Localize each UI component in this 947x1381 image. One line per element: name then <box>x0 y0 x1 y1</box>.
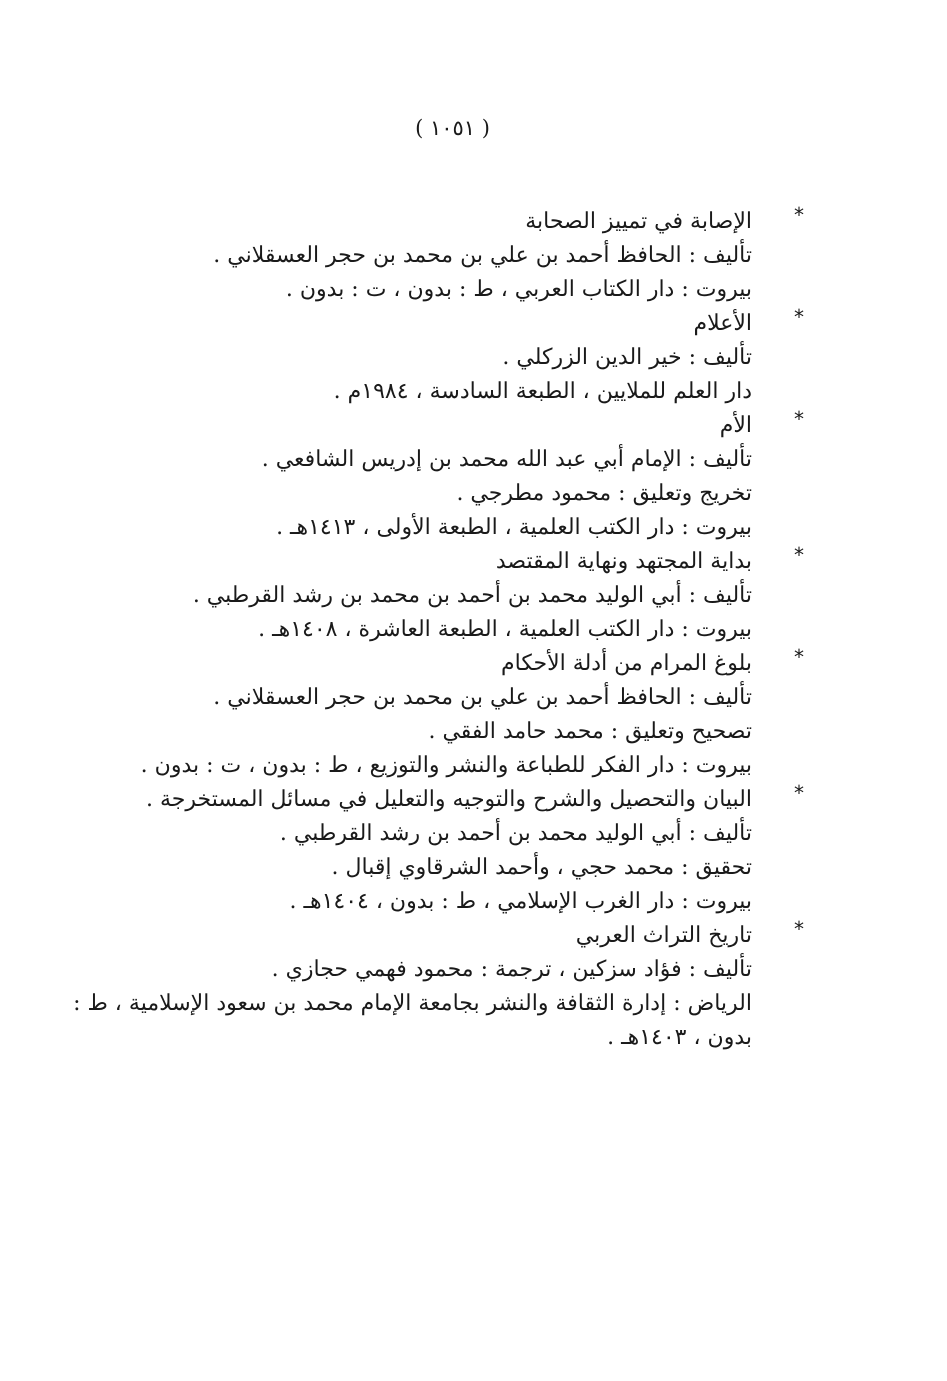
bibliography-entry <box>112 305 804 409</box>
entry-marker: * <box>794 203 804 227</box>
entry-line: بيروت : دار الكتب العلمية ، الطبعة الأولى ، ١٤١٣هـ . <box>276 515 752 540</box>
entry-title: البيان والتحصيل والشرح والتوجيه والتعليل في مسائل المستخرجة . <box>146 787 752 812</box>
entry-marker: * <box>794 543 804 567</box>
entry-line: تأليف : أبي الوليد محمد بن أحمد بن رشد القرطبي . <box>279 821 752 846</box>
entry-line: بيروت : دار الغرب الإسلامي ، ط : بدون ، ١٤٠٤هـ . <box>289 889 752 914</box>
entry-line: تخريج وتعليق : محمود مطرجي . <box>456 481 752 506</box>
bibliography-entry <box>112 645 804 783</box>
entry-title: بداية المجتهد ونهاية المقتصد <box>495 549 752 574</box>
entry-title: تاريخ التراث العربي <box>575 923 752 948</box>
entry-line: تأليف : الحافظ أحمد بن علي بن محمد بن حجر العسقلاني . <box>213 243 752 268</box>
bibliography-list <box>73 203 804 1055</box>
entry-marker: * <box>794 917 804 941</box>
entry-marker: * <box>794 645 804 669</box>
page-number: ( ١٠٥١ ) <box>415 116 490 140</box>
entry-marker: * <box>794 305 804 329</box>
bibliography-entry <box>112 407 804 545</box>
entry-line: الرياض : إدارة الثقافة والنشر بجامعة الإمام محمد بن سعود الإسلامية ، ط : <box>73 991 752 1016</box>
entry-line: تصحيح وتعليق : محمد حامد الفقي . <box>428 719 752 744</box>
entry-line: تحقيق : محمد حجي ، وأحمد الشرقاوي إقبال . <box>331 855 752 880</box>
bibliography-entry <box>112 203 804 307</box>
entry-line: تأليف : أبي الوليد محمد بن أحمد بن محمد بن رشد القرطبي . <box>192 583 752 608</box>
entry-line: تأليف : فؤاد سزكين ، ترجمة : محمود فهمي حجازي . <box>271 957 752 982</box>
entry-line: تأليف : الإمام أبي عبد الله محمد بن إدريس الشافعي . <box>261 447 752 472</box>
entry-title: الإصابة في تمييز الصحابة <box>525 209 752 234</box>
entry-title: بلوغ المرام من أدلة الأحكام <box>501 651 752 676</box>
entry-marker: * <box>794 781 804 805</box>
entry-marker: * <box>794 407 804 431</box>
bibliography-entry <box>112 781 804 919</box>
entry-line: تأليف : خير الدين الزركلي . <box>502 345 752 370</box>
entry-line: دار العلم للملايين ، الطبعة السادسة ، ١٩٨٤م . <box>333 379 752 404</box>
entry-line: بيروت : دار الكتاب العربي ، ط : بدون ، ت : بدون . <box>285 277 752 302</box>
entry-line: تأليف : الحافظ أحمد بن علي بن محمد بن حجر العسقلاني . <box>213 685 752 710</box>
entry-title: الأعلام <box>693 311 752 336</box>
entry-line: بدون ، ١٤٠٣هـ . <box>607 1025 752 1050</box>
bibliography-entry <box>112 543 804 647</box>
bibliography-entry <box>73 917 804 1055</box>
entry-line: بيروت : دار الفكر للطباعة والنشر والتوزيع ، ط : بدون ، ت : بدون . <box>140 753 752 778</box>
entry-title: الأم <box>719 413 752 438</box>
entry-line: بيروت : دار الكتب العلمية ، الطبعة العاشرة ، ١٤٠٨هـ . <box>258 617 752 642</box>
